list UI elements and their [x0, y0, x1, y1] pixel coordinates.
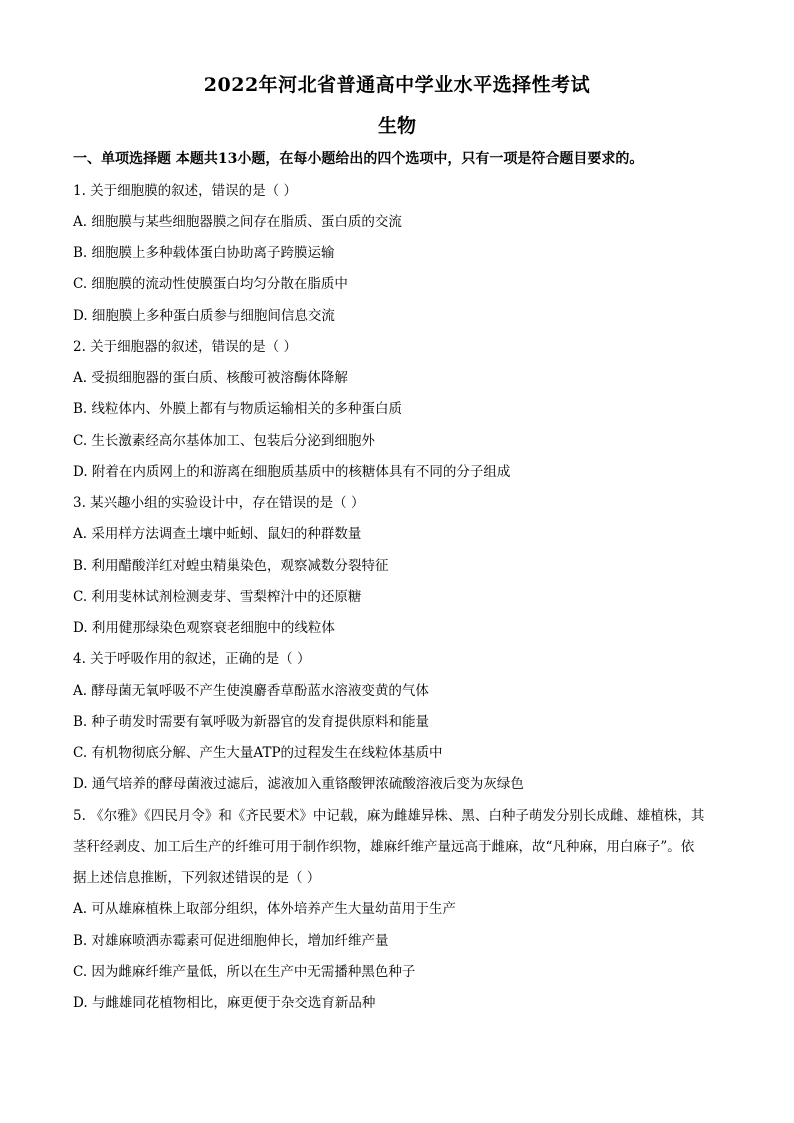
- question-2-stem: 2. 关于细胞器的叙述，错误的是（ ）: [73, 339, 297, 355]
- exam-subject: 生物: [377, 115, 416, 137]
- question-1-option-b: B. 细胞膜上多种载体蛋白协助离子跨膜运输: [73, 245, 335, 261]
- question-1-option-c: C. 细胞膜的流动性使膜蛋白均匀分散在脂质中: [73, 276, 348, 292]
- question-3-option-c: C. 利用斐林试剂检测麦芽、雪梨榨汁中的还原糖: [73, 589, 362, 605]
- question-1-stem: 1. 关于细胞膜的叙述，错误的是（ ）: [73, 183, 297, 199]
- question-3-stem: 3. 某兴趣小组的实验设计中，存在错误的是（ ）: [73, 495, 365, 511]
- question-4-stem: 4. 关于呼吸作用的叙述，正确的是（ ）: [73, 651, 311, 667]
- question-2-option-c: C. 生长激素经高尔基体加工、包装后分泌到细胞外: [73, 433, 375, 449]
- question-5-option-c: C. 因为雌麻纤维产量低，所以在生产中无需播种黑色种子: [73, 964, 416, 980]
- question-5-option-b: B. 对雄麻喷洒赤霉素可促进细胞伸长，增加纤维产量: [73, 933, 389, 949]
- exam-title: 2022年河北省普通高中学业水平选择性考试: [203, 74, 591, 96]
- question-3-option-a: A. 采用样方法调查土壤中蚯蚓、鼠妇的种群数量: [73, 526, 362, 542]
- question-2-option-b: B. 线粒体内、外膜上都有与物质运输相关的多种蛋白质: [73, 401, 403, 417]
- question-1-option-d: D. 细胞膜上多种蛋白质参与细胞间信息交流: [73, 308, 335, 324]
- question-3-option-b: B. 利用醋酸洋红对蝗虫精巢染色，观察减数分裂特征: [73, 558, 389, 574]
- question-3-option-d: D. 利用健那绿染色观察衰老细胞中的线粒体: [73, 620, 335, 636]
- question-4-option-b: B. 种子萌发时需要有氧呼吸为新器官的发育提供原料和能量: [73, 714, 430, 730]
- question-2-option-a: A. 受损细胞器的蛋白质、核酸可被溶酶体降解: [73, 370, 348, 386]
- question-5-option-d: D. 与雌雄同花植物相比，麻更便于杂交选育新品种: [73, 995, 376, 1011]
- question-5-stem-line-3: 据上述信息推断，下列叙述错误的是（ ）: [73, 870, 321, 886]
- question-1-option-a: A. 细胞膜与某些细胞器膜之间存在脂质、蛋白质的交流: [73, 214, 402, 230]
- question-5-stem-line-1: 5. 《尔雅》《四民月令》和《齐民要术》中记载，麻为雌雄异株、黑、白种子萌发分别长成雌、雄植株，其: [73, 808, 705, 824]
- question-4-option-d: D. 通气培养的酵母菌液过滤后，滤液加入重铬酸钾浓硫酸溶液后变为灰绿色: [73, 776, 524, 792]
- question-5-option-a: A. 可从雄麻植株上取部分组织，体外培养产生大量幼苗用于生产: [73, 901, 456, 917]
- question-4-option-c: C. 有机物彻底分解、产生大量ATP的过程发生在线粒体基质中: [73, 745, 443, 761]
- question-4-option-a: A. 酵母菌无氧呼吸不产生使溴麝香草酚蓝水溶液变黄的气体: [73, 683, 429, 699]
- section-heading: 一、单项选择题 本题共13小题，在每小题给出的四个选项中，只有一项是符合题目要求的。: [73, 151, 644, 167]
- question-2-option-d: D. 附着在内质网上的和游离在细胞质基质中的核糖体具有不同的分子组成: [73, 464, 511, 480]
- question-5-stem-line-2: 茎秆经剥皮、加工后生产的纤维可用于制作织物，雄麻纤维产量远高于雌麻，故“凡种麻，用白麻子”。依: [73, 839, 695, 855]
